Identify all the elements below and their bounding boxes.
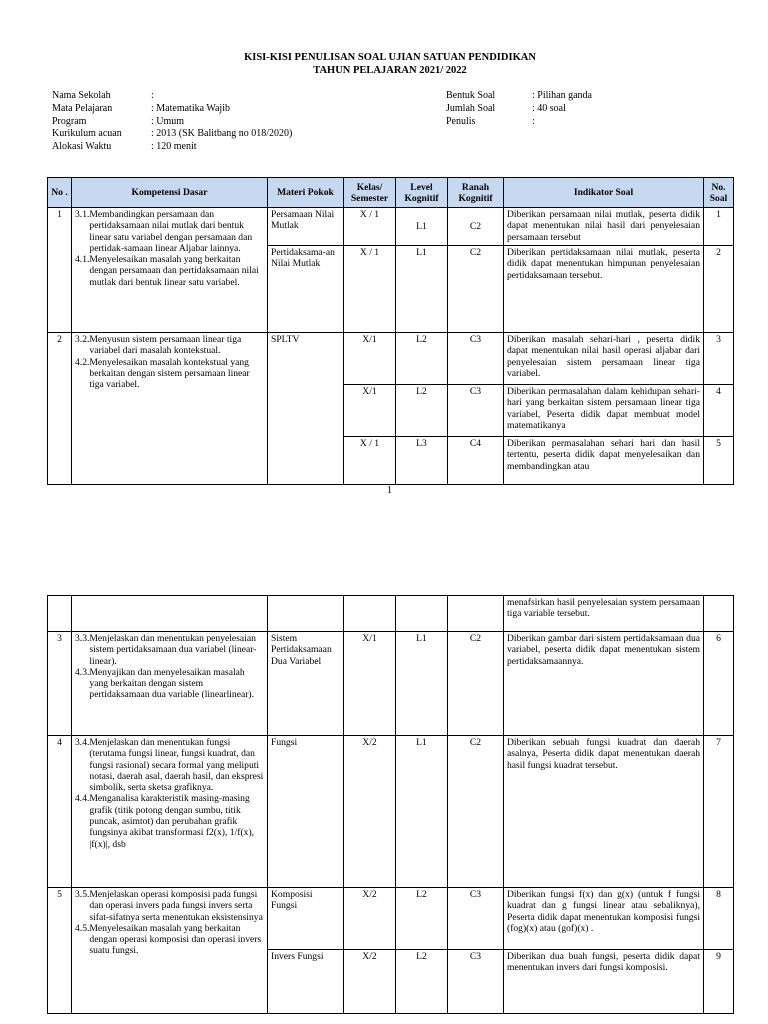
kompetensi-dasar-cell	[72, 632, 268, 736]
document-subtitle: TAHUN PELAJARAN 2021/ 2022	[313, 65, 467, 76]
kd-item	[75, 633, 264, 667]
kd-text: Membandingkan persamaan dan pertidaksamaan nilai mutlak dari bentuk linear satu variabel dengan persamaan dan pertidak-samaan linear Aljabar lainnya.	[89, 209, 253, 254]
info-value: : Umum	[151, 115, 185, 127]
kompetensi-dasar-cell	[72, 208, 268, 333]
no-soal-cell: 1	[704, 208, 734, 246]
kompetensi-dasar-cell	[72, 736, 268, 888]
info-label: Alokasi Waktu	[52, 141, 112, 153]
indikator-cell: Diberikan permasalahan dalam kehidupan sehari-hari yang berkaitan sistem persamaan linear tiga variabel, Peserta didik dapat membuat model matematikanya	[504, 385, 704, 437]
kd-item	[75, 923, 264, 957]
kd-number: 3.3.	[75, 633, 90, 644]
info-row	[52, 141, 292, 154]
info-row	[446, 103, 592, 116]
info-label: Program	[52, 115, 87, 127]
no-soal-cell: 3	[704, 333, 734, 385]
ranah-cell: C2	[448, 208, 504, 246]
table-row	[48, 632, 734, 736]
info-label: Bentuk Soal	[446, 90, 496, 101]
kd-text: Menyelesaikan masalah yang berkaitan dengan persamaan dan pertidaksamaan nilai mutlak dari bentuk linear satu variabel.	[89, 254, 259, 288]
kd-item	[75, 889, 264, 923]
kompetensi-dasar-cell	[72, 888, 268, 1014]
kd-number: 4.5.	[75, 922, 90, 934]
info-row	[52, 90, 292, 103]
level-cell: L1	[396, 632, 448, 736]
level-cell: L2	[396, 333, 448, 385]
kd-text: Menyusun sistem persamaan linear tiga variabel dari masalah kontekstual.	[89, 334, 242, 357]
kd-text: Menyelesaikan masalah kontekstual yang berkaitan dengan sistem persamaan linear tiga variabel.	[89, 356, 250, 391]
kd-number: 3.1.	[75, 209, 90, 220]
kelas-cell: X / 1	[344, 437, 396, 485]
header-no: No .	[48, 178, 72, 208]
school-info	[52, 90, 292, 154]
info-value: :	[151, 90, 154, 101]
row-number: 4	[48, 736, 72, 888]
no-soal-cell: 6	[704, 632, 734, 736]
materi-pokok-cell: Komposisi Fungsi	[268, 888, 344, 950]
info-row	[52, 103, 292, 116]
level-cell: L2	[396, 888, 448, 950]
no-soal-cell: 9	[704, 950, 734, 1014]
page-gap	[0, 500, 768, 592]
kelas-cell: X/2	[344, 736, 396, 888]
info-value: : 2013 (SK Balitbang no 018/2020)	[151, 128, 293, 140]
no-soal-cell	[704, 596, 734, 632]
kd-number: 4.3.	[75, 666, 90, 678]
ranah-cell: C3	[448, 385, 504, 437]
kelas-cell: X/2	[344, 950, 396, 1014]
materi-pokok-cell: Persamaan Nilai Mutlak	[268, 208, 344, 246]
kd-item	[75, 793, 264, 849]
info-label: Penulis	[446, 115, 476, 127]
kd-number: 4.2.	[75, 356, 90, 368]
table-row	[48, 736, 734, 888]
kd-item	[75, 357, 264, 391]
row-number: 3	[48, 632, 72, 736]
kd-number: 3.4.	[75, 737, 90, 748]
row-number	[48, 596, 72, 632]
indikator-cell: menafsirkan hasil penyelesaian system persamaan tiga variable tersebut.	[504, 596, 704, 632]
header-indikator-soal: Indikator Soal	[504, 178, 704, 208]
kd-number: 3.5.	[75, 889, 90, 900]
level-cell: L1	[396, 208, 448, 246]
materi-pokok-cell: Sistem Pertidaksamaan Dua Variabel	[268, 632, 344, 736]
info-value: : Matematika Wajib	[151, 102, 230, 114]
kelas-cell	[344, 596, 396, 632]
table-row	[48, 888, 734, 950]
materi-pokok-cell	[268, 596, 344, 632]
info-value: : Pilihan ganda	[532, 90, 592, 101]
ranah-cell: C2	[448, 632, 504, 736]
materi-pokok-cell: Fungsi	[268, 736, 344, 888]
kelas-cell: X / 1	[344, 246, 396, 333]
row-number: 5	[48, 888, 72, 1014]
document-title: KISI-KISI PENULISAN SOAL UJIAN SATUAN PENDIDIKAN	[244, 52, 536, 63]
info-label: Nama Sekolah	[52, 90, 111, 101]
header-level-kognitif: Level Kognitif	[396, 178, 448, 208]
materi-pokok-cell: Invers Fungsi	[268, 950, 344, 1014]
document-page-2	[0, 592, 768, 1024]
kompetensi-dasar-cell	[72, 596, 268, 632]
kisi-kisi-table	[47, 177, 734, 485]
header-ranah-kognitif: Ranah Kognitif	[448, 178, 504, 208]
kelas-cell: X / 1	[344, 208, 396, 246]
indikator-cell: Diberikan gambar dari sistem pertidaksamaan dua variabel, peserta didik dapat menentukan sistem pertidaksamaannya.	[504, 632, 704, 736]
indikator-cell: Diberikan dua buah fungsi, peserta didik dapat menentukan invers dari fungsi komposisi.	[504, 950, 704, 1014]
indikator-cell: Diberikan pertidaksamaan nilai mutlak, peserta didik dapat menentukan himpunan penyelesaian pertidaksamaan tersebut.	[504, 246, 704, 333]
level-cell: L2	[396, 950, 448, 1014]
table-header-row	[48, 178, 734, 208]
kd-text: Menjelaskan operasi komposisi pada fungsi dan operasi invers pada fungsi invers serta sifat-sifatnya serta menentukan eksistensinya	[89, 889, 263, 923]
level-cell: L1	[396, 246, 448, 333]
no-soal-cell: 5	[704, 437, 734, 485]
header-kompetensi-dasar: Kompetensi Dasar	[72, 178, 268, 208]
indikator-cell: Diberikan permasalahan sehari hari dan hasil tertentu, peserta didik dapat menyelesaikan dan membandingkan atau	[504, 437, 704, 485]
kisi-kisi-table-continued	[47, 595, 734, 1014]
ranah-cell: C3	[448, 888, 504, 950]
kd-item	[75, 737, 264, 793]
kd-text: Menjelaskan dan menentukan fungsi (terutama fungsi linear, fungsi kuadrat, dan fungsi rasional) secara formal yang meliputi notasi, daerah asal, daerah hasil, dan ekspresi simbolik, serta sketsa grafiknya.	[89, 737, 264, 794]
table-row	[48, 208, 734, 246]
kd-number: 4.1.	[75, 254, 90, 266]
no-soal-cell: 7	[704, 736, 734, 888]
row-number: 2	[48, 333, 72, 485]
kelas-cell: X/1	[344, 333, 396, 385]
level-cell: L1	[396, 736, 448, 888]
kd-text: Menyajikan dan menyelesaikan masalah yang berkaitan dengan sistem pertidaksamaan dua variable (linearlinear).	[89, 666, 254, 701]
kd-item	[75, 667, 264, 701]
ranah-cell: C2	[448, 246, 504, 333]
kd-item	[75, 254, 264, 288]
kelas-cell: X/1	[344, 385, 396, 437]
info-label: Jumlah Soal	[446, 102, 496, 114]
ranah-cell: C2	[448, 736, 504, 888]
kelas-cell: X/2	[344, 888, 396, 950]
indikator-cell: Diberikan fungsi f(x) dan g(x) (untuk f fungsi kuadrat dan g fungsi linear atau sebaliknya), Peserta didik dapat menentukan komposisi fungsi (fog)(x) atau (gof)(x) .	[504, 888, 704, 950]
kelas-cell: X/1	[344, 632, 396, 736]
level-cell: L2	[396, 385, 448, 437]
table-row	[48, 333, 734, 385]
info-row	[52, 128, 292, 141]
header-kelas-semester: Kelas/ Semester	[344, 178, 396, 208]
no-soal-cell: 4	[704, 385, 734, 437]
kd-item	[75, 334, 264, 357]
ranah-cell: C3	[448, 950, 504, 1014]
no-soal-cell: 8	[704, 888, 734, 950]
ranah-cell: C4	[448, 437, 504, 485]
materi-pokok-cell: Pertidaksama-an Nilai Mutlak	[268, 246, 344, 333]
header-no-soal: No. Soal	[704, 178, 734, 208]
ranah-cell: C3	[448, 333, 504, 385]
table-row	[48, 596, 734, 632]
kompetensi-dasar-cell	[72, 333, 268, 485]
kd-number: 3.2.	[75, 334, 90, 345]
info-value: :	[532, 115, 535, 127]
indikator-cell: Diberikan masalah sehari-hari , peserta didik dapat menentukan nilai hasil operasi aljabar dari penyelesaian sistem persamaan linear tiga variabel.	[504, 333, 704, 385]
document-page-1	[0, 0, 768, 500]
indikator-cell: Diberikan sebuah fungsi kuadrat dan daerah asalnya, Peserta didik dapat menentukan daerah hasil fungsi kuadrat tersebut.	[504, 736, 704, 888]
row-number: 1	[48, 208, 72, 333]
level-cell	[396, 596, 448, 632]
kd-text: Menjelaskan dan menentukan penyelesaian sistem pertidaksamaan dua variabel (linear-linear).	[89, 633, 257, 667]
no-soal-cell: 2	[704, 246, 734, 333]
level-cell: L3	[396, 437, 448, 485]
info-row	[446, 90, 592, 103]
info-label: Kurikulum acuan	[52, 128, 122, 140]
kd-number: 4.4.	[75, 793, 90, 805]
indikator-cell: Diberikan persamaan nilai mutlak, peserta didik dapat menentukan nilai hasil dari penyelesaian persamaan tersebut	[504, 208, 704, 246]
info-label: Mata Pelajaran	[52, 102, 113, 114]
kd-item	[75, 209, 264, 254]
kd-text: Menyelesaikan masalah yang berkaitan dengan operasi komposisi dan operasi invers suatu fungsi.	[89, 922, 262, 957]
kd-text: Menganalisa karakteristik masing-masing grafik (titik potong dengan sumbu, titik puncak, asimtot) dan perubahan grafik fungsinya akibat transformasi f2(x), 1/f(x), |f(x)|, dsb	[89, 793, 255, 850]
info-row	[446, 116, 592, 129]
exam-info	[446, 90, 592, 128]
info-value: : 40 soal	[532, 102, 566, 114]
page-number: 1	[387, 485, 392, 496]
header-materi-pokok: Materi Pokok	[268, 178, 344, 208]
info-value: : 120 menit	[151, 141, 197, 153]
info-row	[52, 116, 292, 129]
ranah-cell	[448, 596, 504, 632]
materi-pokok-cell: SPLTV	[268, 333, 344, 485]
